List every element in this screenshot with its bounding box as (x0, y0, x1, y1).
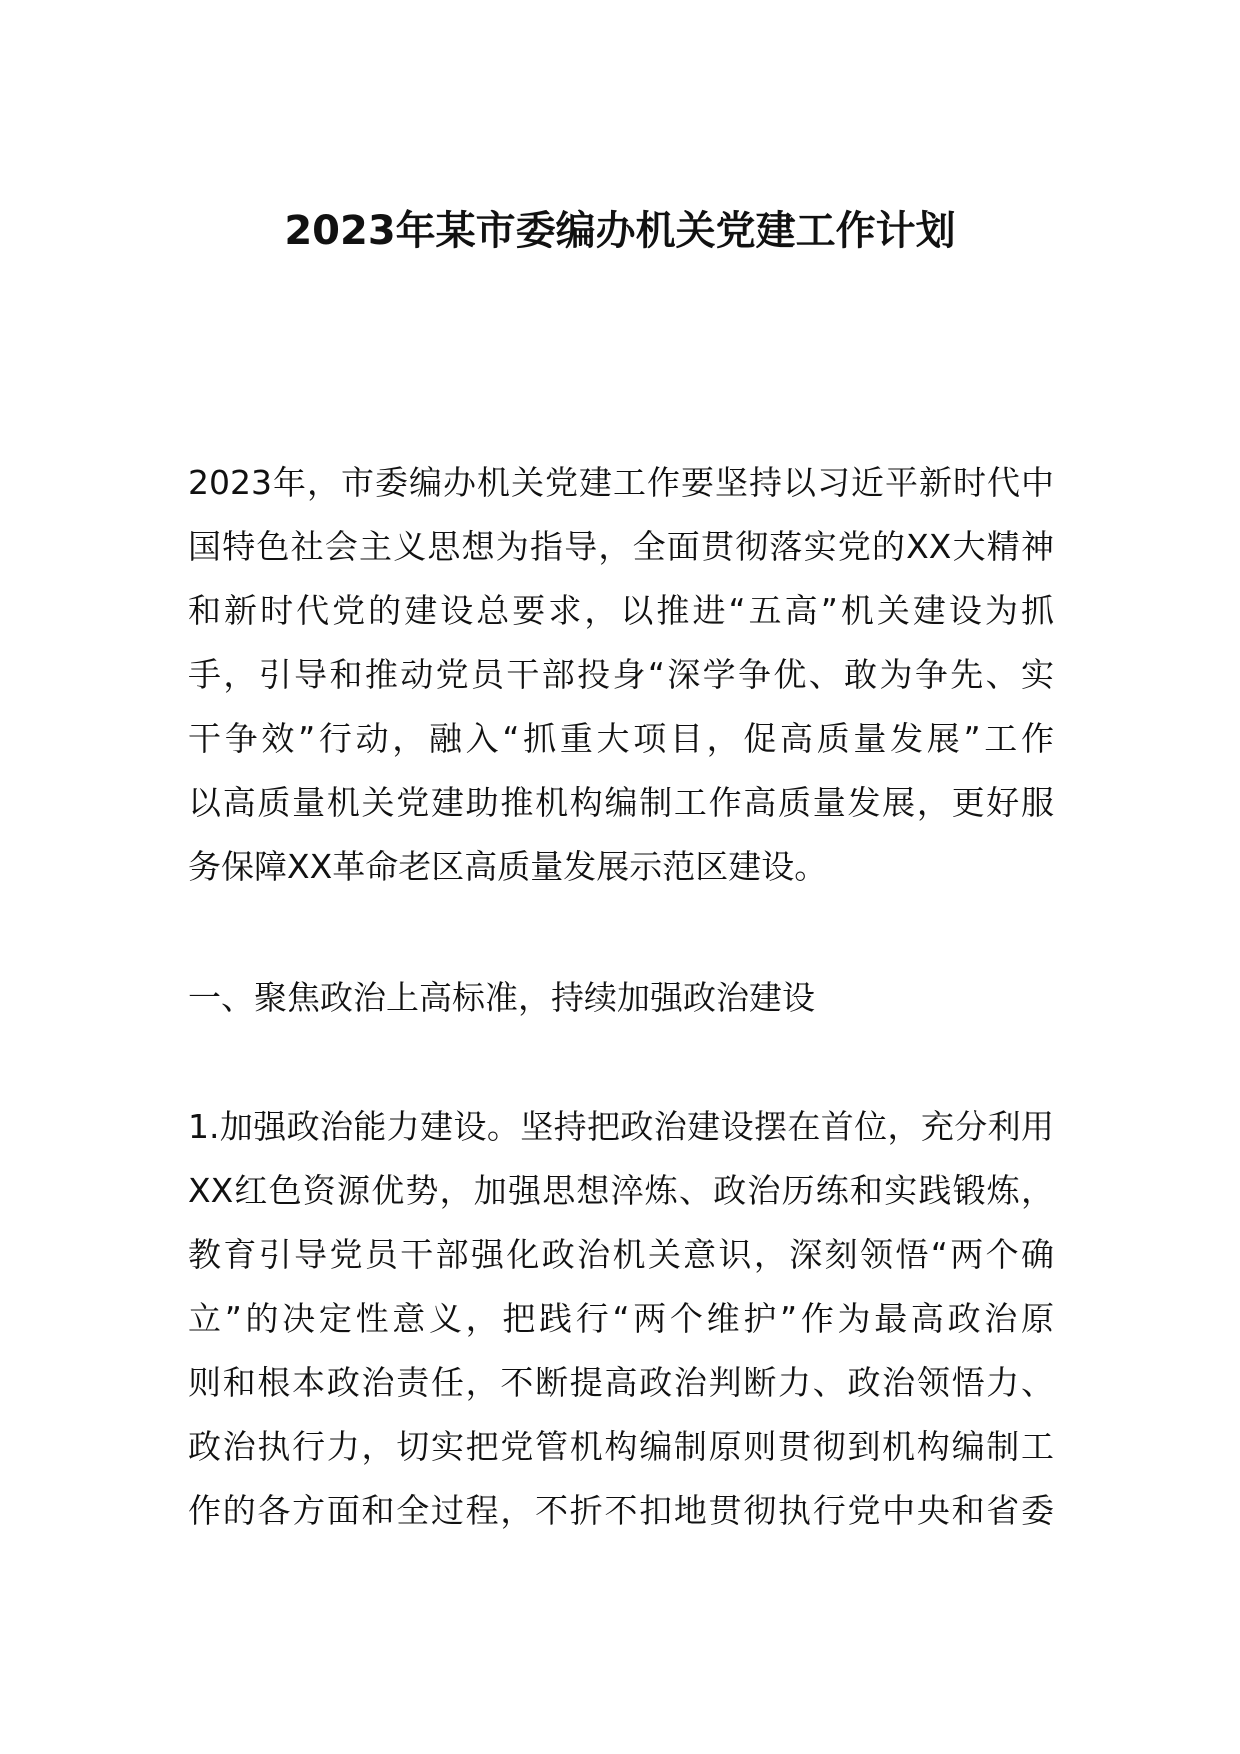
paragraph-line: 则和根本政治责任，不断提高政治判断力、政治领悟力、 (188, 1363, 1054, 1402)
section-heading-text: 一、聚焦政治上高标准，持续加强政治建设 (188, 978, 815, 1017)
item-paragraph (188, 1095, 1054, 1543)
paragraph-line: XX红色资源优势，加强思想淬炼、政治历练和实践锻炼， (188, 1171, 1054, 1210)
paragraph-line: 政治执行力，切实把党管机构编制原则贯彻到机构编制工 (188, 1427, 1054, 1466)
paragraph-line: 作的各方面和全过程，不折不扣地贯彻执行党中央和省委 (188, 1491, 1054, 1530)
paragraph-line: 务保障XX革命老区高质量发展示范区建设。 (188, 847, 828, 886)
document-title: 2023年某市委编办机关党建工作计划 (284, 208, 956, 254)
paragraph-line: 教育引导党员干部强化政治机关意识，深刻领悟“两个确 (188, 1235, 1054, 1274)
intro-paragraph (188, 451, 1054, 899)
paragraph-line: 2023年，市委编办机关党建工作要坚持以习近平新时代中 (188, 463, 1054, 502)
paragraph-line: 干争效”行动，融入“抓重大项目，促高质量发展”工作 (188, 719, 1054, 758)
paragraph-line: 手，引导和推动党员干部投身“深学争优、敢为争先、实 (188, 655, 1054, 694)
paragraph-line: 1.加强政治能力建设。坚持把政治建设摆在首位，充分利用 (188, 1107, 1054, 1146)
paragraph-line: 以高质量机关党建助推机构编制工作高质量发展，更好服 (188, 783, 1054, 822)
paragraph-line: 国特色社会主义思想为指导，全面贯彻落实党的XX大精神 (188, 527, 1054, 566)
paragraph-line: 立”的决定性意义，把践行“两个维护”作为最高政治原 (188, 1299, 1054, 1338)
section-heading (188, 966, 1054, 1030)
paragraph-line: 和新时代党的建设总要求，以推进“五高”机关建设为抓 (188, 591, 1054, 630)
